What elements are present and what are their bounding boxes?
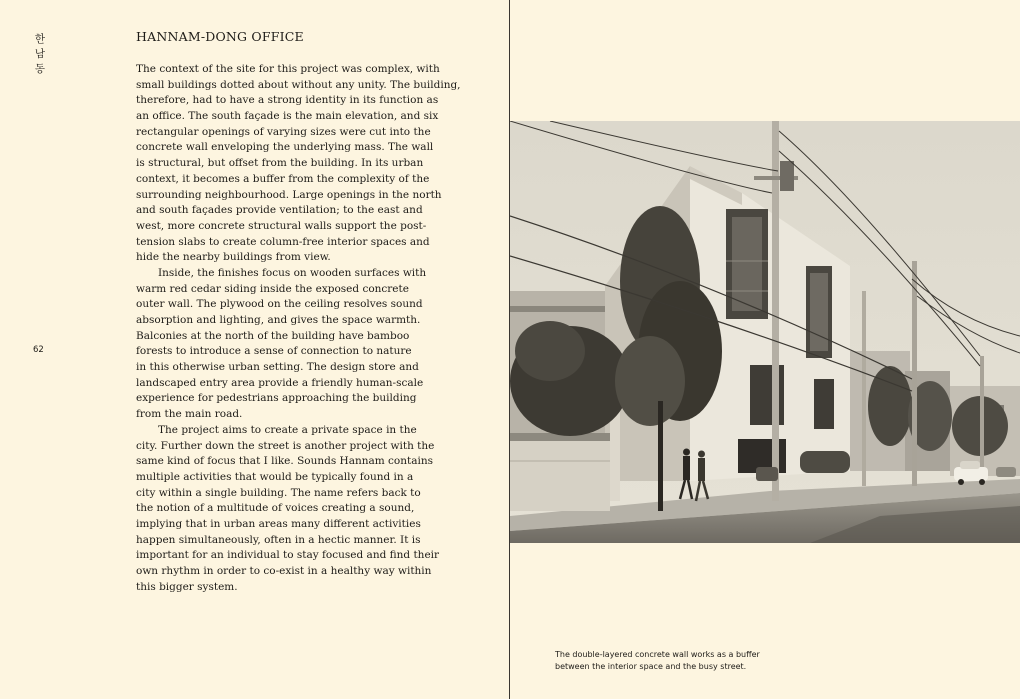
body-text-line: city. Further down the street is another project with the bbox=[136, 439, 435, 452]
body-text-line: this bigger system. bbox=[136, 580, 238, 593]
page-number: 62 bbox=[33, 345, 44, 355]
body-text-line: happen simultaneously, often in a hectic manner. It is bbox=[136, 533, 421, 546]
body-text-line: from the main road. bbox=[136, 408, 243, 421]
right-page bbox=[510, 0, 1020, 699]
body-text-line: hide the nearby buildings from view. bbox=[136, 251, 331, 264]
body-text-line: own rhythm in order to co-exist in a healthy way within bbox=[136, 565, 432, 577]
left-page bbox=[0, 0, 509, 699]
body-text-line: small buildings dotted about without any unity. The building, bbox=[136, 78, 461, 91]
body-text-line: implying that in urban areas many different activities bbox=[136, 517, 421, 530]
street-view-building-photo bbox=[510, 121, 1020, 543]
body-text-line: outer wall. The plywood on the ceiling resolves sound bbox=[136, 298, 423, 311]
body-text-line: and south façades provide ventilation; to the east and bbox=[136, 204, 423, 217]
korean-char: 한 bbox=[34, 33, 46, 45]
caption-line: between the interior space and the busy street. bbox=[555, 662, 747, 671]
body-text bbox=[136, 62, 496, 595]
caption-line: The double-layered concrete wall works as a buffer bbox=[555, 650, 760, 659]
body-text-line: Balconies at the north of the building have bamboo bbox=[136, 329, 410, 342]
body-text-line: multiple activities that would be typically found in a bbox=[136, 470, 414, 483]
body-text-line: the notion of a multitude of voices creating a sound, bbox=[136, 502, 415, 515]
body-text-line: rectangular openings of varying sizes were cut into the bbox=[136, 125, 431, 138]
body-text-line: important for an individual to stay focused and find their bbox=[136, 549, 440, 562]
article-title: HANNAM-DONG OFFICE bbox=[136, 29, 304, 44]
body-text-line: tension slabs to create column-free interior spaces and bbox=[136, 235, 430, 248]
korean-vertical-label bbox=[33, 32, 47, 77]
body-text-line: is structural, but offset from the building. In its urban bbox=[136, 157, 424, 170]
body-text-line: city within a single building. The name refers back to bbox=[136, 486, 421, 499]
photo-caption bbox=[555, 649, 855, 673]
korean-char: 남 bbox=[34, 48, 46, 60]
korean-char: 동 bbox=[34, 63, 46, 75]
body-text-line: experience for pedestrians approaching the building bbox=[136, 392, 417, 405]
body-text-line: warm red cedar siding inside the exposed concrete bbox=[136, 282, 409, 295]
body-text-line: an office. The south façade is the main elevation, and six bbox=[136, 110, 439, 123]
body-text-line: The context of the site for this project was complex, with bbox=[136, 63, 440, 75]
body-text-line: Inside, the finishes focus on wooden surfaces with bbox=[158, 266, 427, 279]
body-text-line: landscaped entry area provide a friendly human-scale bbox=[136, 376, 424, 389]
body-text-line: context, it becomes a buffer from the complexity of the bbox=[136, 172, 430, 185]
body-text-line: surrounding neighbourhood. Large openings in the north bbox=[136, 188, 442, 201]
body-text-line: therefore, had to have a strong identity in its function as bbox=[136, 94, 439, 107]
body-text-line: in this otherwise urban setting. The design store and bbox=[136, 361, 419, 374]
body-text-line: same kind of focus that I like. Sounds Hannam contains bbox=[136, 455, 434, 468]
body-text-line: concrete wall enveloping the underlying mass. The wall bbox=[136, 141, 434, 154]
body-text-line: absorption and lighting, and gives the space warmth. bbox=[136, 314, 421, 326]
body-text-line: west, more concrete structural walls support the post- bbox=[136, 219, 427, 232]
body-text-line: forests to introduce a sense of connection to nature bbox=[136, 345, 412, 358]
body-text-line: The project aims to create a private space in the bbox=[158, 423, 417, 436]
